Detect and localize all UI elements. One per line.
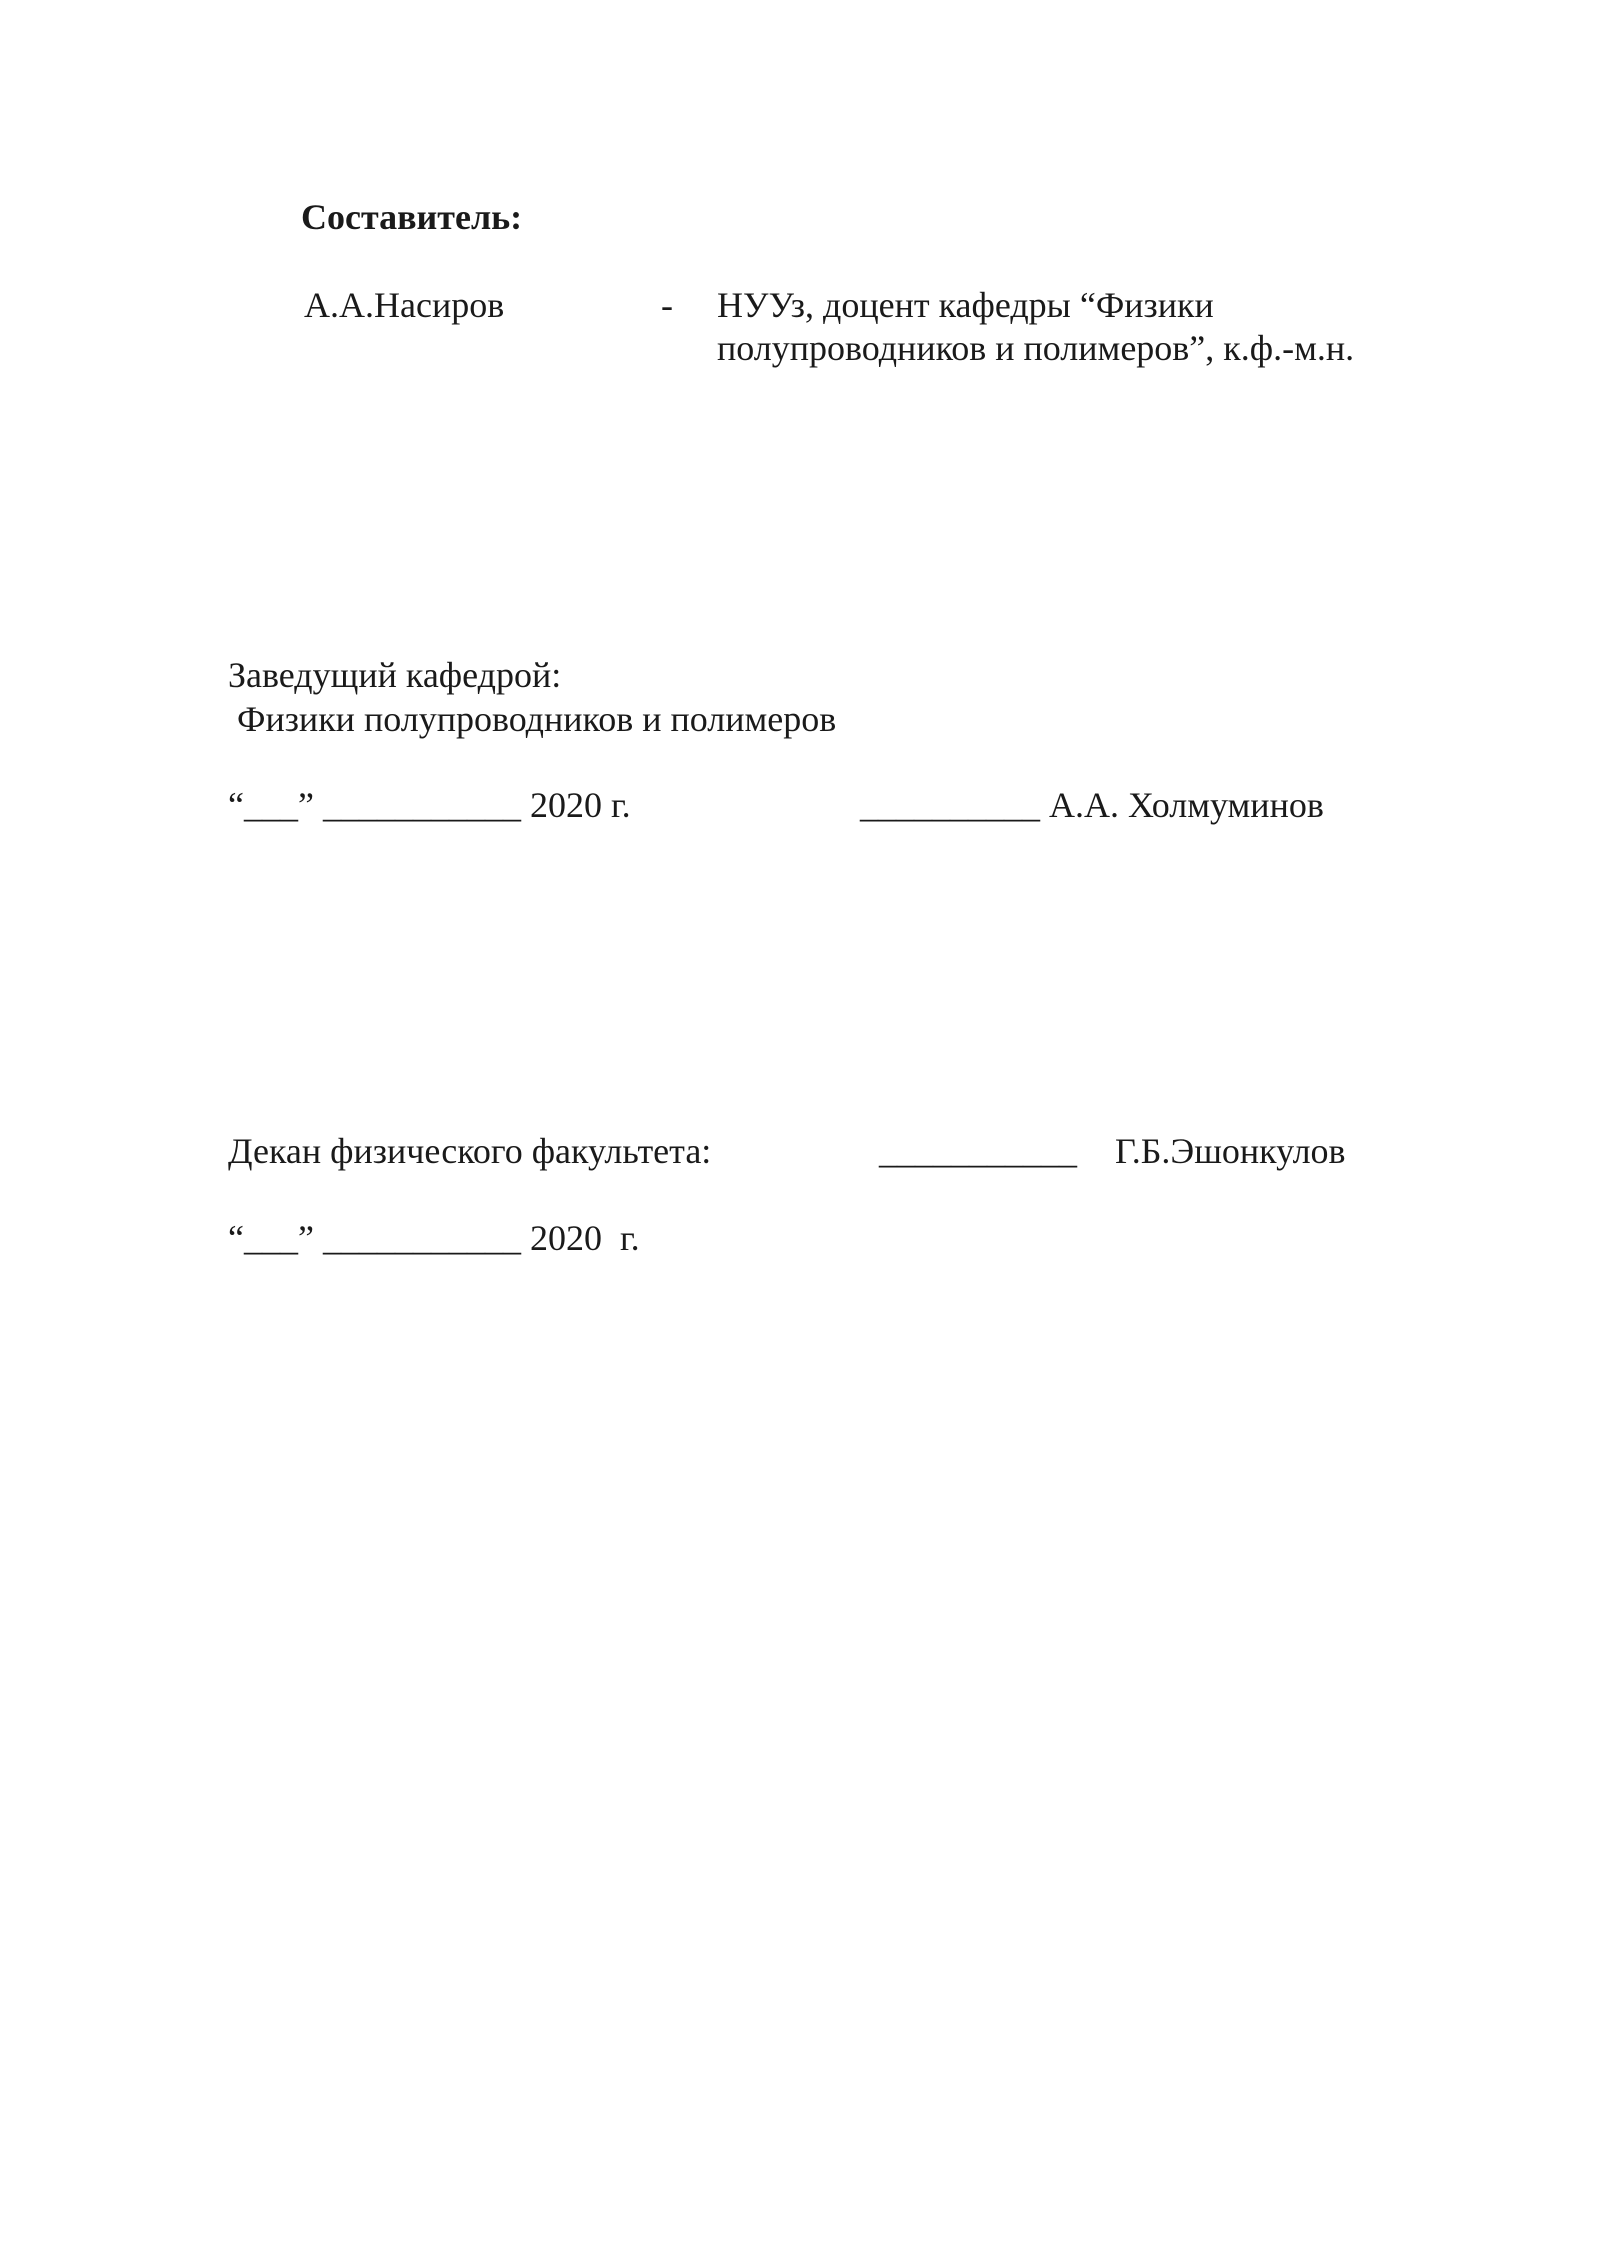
compiler-description-line1: НУУз, доцент кафедры “Физики [717, 285, 1214, 325]
dean-title: Декан физического факультета: [228, 1131, 712, 1171]
department-name: Физики полупроводников и полимеров [228, 699, 837, 739]
head-signature-line: __________ А.А. Холмуминов [860, 785, 1324, 825]
compiler-dash: - [661, 285, 673, 325]
dean-date-line: “___” ___________ 2020 г. [228, 1218, 640, 1258]
dean-name: Г.Б.Эшонкулов [1115, 1131, 1346, 1171]
dean-signature-blank: ___________ [879, 1131, 1077, 1171]
head-date-line: “___” ___________ 2020 г. [228, 785, 631, 825]
compiler-name: А.А.Насиров [304, 285, 505, 325]
compiler-heading: Составитель: [301, 197, 523, 237]
compiler-description-line2: полупроводников и полимеров”, к.ф.-м.н. [717, 328, 1355, 368]
head-of-department-title: Заведущий кафедрой: [228, 655, 562, 695]
